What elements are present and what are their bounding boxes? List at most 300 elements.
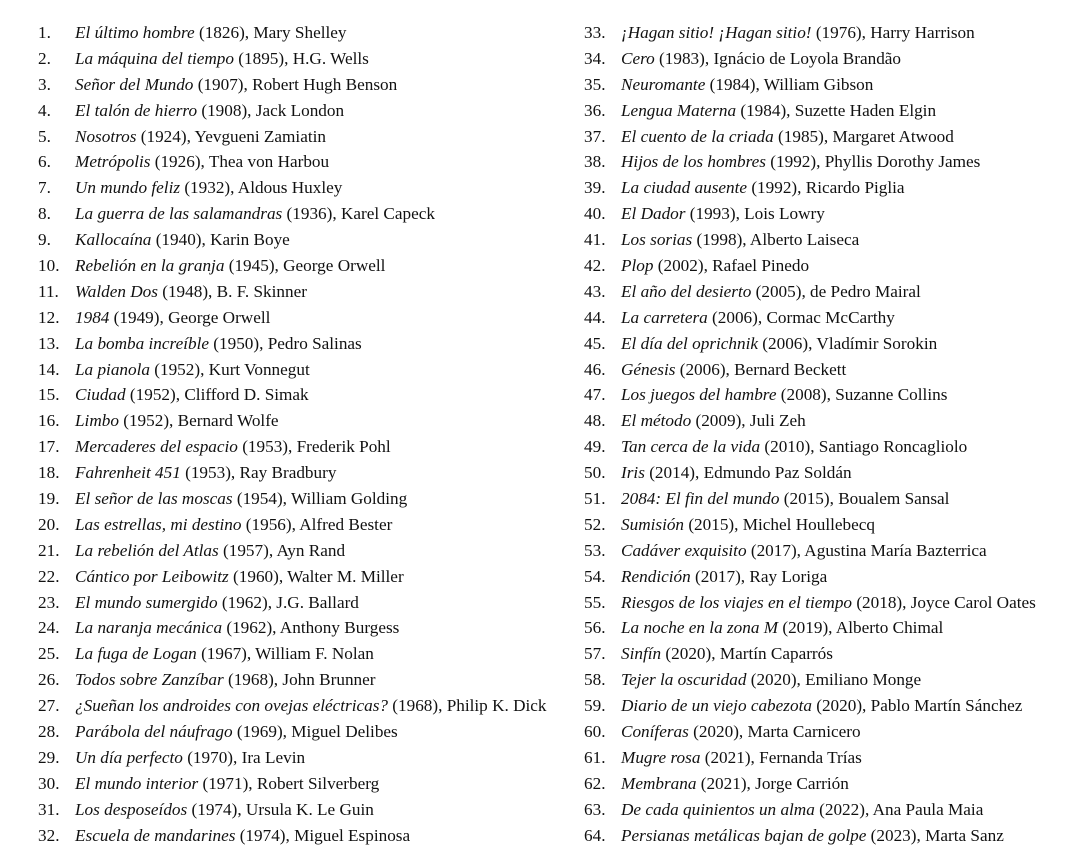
entry-number: 26. bbox=[38, 670, 60, 690]
book-year-author: (2015), Michel Houllebecq bbox=[684, 514, 875, 534]
entry-text bbox=[621, 305, 895, 331]
book-title: ¿Sueñan los androides con ovejas eléctricas? bbox=[75, 696, 388, 716]
entry-number: 4. bbox=[38, 100, 51, 120]
book-entry bbox=[584, 227, 1064, 253]
book-entry bbox=[38, 227, 578, 253]
book-list-right-column bbox=[584, 20, 1064, 849]
entry-number: 41. bbox=[584, 230, 606, 250]
book-title: Cadáver exquisito bbox=[621, 540, 747, 560]
book-entry bbox=[38, 590, 578, 616]
book-year-author: (2021), Fernanda Trías bbox=[700, 747, 862, 767]
entry-number: 25. bbox=[38, 644, 60, 664]
book-entry bbox=[38, 175, 578, 201]
entry-number: 46. bbox=[584, 359, 606, 379]
book-year-author: (2020), Emiliano Monge bbox=[746, 670, 922, 690]
book-year-author: (2010), Santiago Roncagliolo bbox=[760, 437, 968, 457]
entry-text bbox=[621, 771, 849, 797]
entry-number: 8. bbox=[38, 204, 51, 224]
entry-text bbox=[621, 46, 901, 72]
entry-text bbox=[75, 253, 385, 279]
entry-text bbox=[75, 538, 345, 564]
book-title: Membrana bbox=[621, 773, 697, 793]
book-entry bbox=[38, 512, 578, 538]
entry-text bbox=[75, 797, 374, 823]
entry-number: 60. bbox=[584, 722, 606, 742]
entry-number: 9. bbox=[38, 230, 51, 250]
entry-text bbox=[621, 538, 987, 564]
book-entry bbox=[584, 253, 1064, 279]
entry-number: 63. bbox=[584, 799, 606, 819]
entry-text bbox=[75, 771, 379, 797]
book-year-author: (1974), Miguel Espinosa bbox=[235, 825, 411, 845]
entry-text bbox=[75, 124, 326, 150]
book-title: Rebelión en la granja bbox=[75, 256, 225, 276]
book-entry bbox=[584, 486, 1064, 512]
book-entry bbox=[584, 615, 1064, 641]
book-title: El Dador bbox=[621, 204, 686, 224]
book-title: Coníferas bbox=[621, 722, 689, 742]
entry-text bbox=[621, 823, 1004, 849]
entry-text bbox=[75, 201, 435, 227]
entry-text bbox=[621, 72, 873, 98]
entry-number: 64. bbox=[584, 825, 606, 845]
entry-number: 2. bbox=[38, 48, 51, 68]
book-title: Un mundo feliz bbox=[75, 178, 181, 198]
entry-number: 50. bbox=[584, 463, 606, 483]
book-entry bbox=[584, 201, 1064, 227]
entry-text bbox=[621, 331, 937, 357]
entry-text bbox=[621, 124, 954, 150]
book-entry bbox=[584, 564, 1064, 590]
book-title: Parábola del náufrago bbox=[75, 722, 233, 742]
book-title: Fahrenheit 451 bbox=[75, 463, 181, 483]
book-entry bbox=[584, 590, 1064, 616]
entry-number: 59. bbox=[584, 696, 606, 716]
book-title: Neuromante bbox=[621, 74, 706, 94]
entry-number: 56. bbox=[584, 618, 606, 638]
book-year-author: (1950), Pedro Salinas bbox=[208, 333, 362, 353]
entry-number: 55. bbox=[584, 592, 606, 612]
entry-text bbox=[621, 564, 827, 590]
book-year-author: (1968), Philip K. Dick bbox=[387, 696, 547, 716]
book-title: La bomba increíble bbox=[75, 333, 209, 353]
book-year-author: (2019), Alberto Chimal bbox=[778, 618, 944, 638]
book-entry bbox=[38, 124, 578, 150]
book-title: Rendición bbox=[621, 566, 691, 586]
book-entry bbox=[584, 771, 1064, 797]
book-year-author: (1985), Margaret Atwood bbox=[773, 126, 954, 146]
entry-number: 48. bbox=[584, 411, 606, 431]
book-title: Nosotros bbox=[75, 126, 137, 146]
entry-number: 28. bbox=[38, 722, 60, 742]
book-title: Metrópolis bbox=[75, 152, 151, 172]
entry-number: 30. bbox=[38, 773, 60, 793]
book-year-author: (1970), Ira Levin bbox=[182, 747, 306, 767]
entry-text bbox=[621, 486, 949, 512]
book-entry bbox=[584, 175, 1064, 201]
book-entry bbox=[38, 408, 578, 434]
book-title: Los sorias bbox=[621, 230, 693, 250]
entry-text bbox=[75, 331, 362, 357]
book-entry bbox=[38, 382, 578, 408]
entry-number: 19. bbox=[38, 489, 60, 509]
book-entry bbox=[584, 667, 1064, 693]
entry-number: 29. bbox=[38, 747, 60, 767]
book-entry bbox=[38, 460, 578, 486]
entry-number: 62. bbox=[584, 773, 606, 793]
book-title: Limbo bbox=[75, 411, 119, 431]
book-year-author: (1956), Alfred Bester bbox=[241, 514, 393, 534]
book-entry bbox=[584, 797, 1064, 823]
entry-text bbox=[75, 590, 359, 616]
book-title: El método bbox=[621, 411, 692, 431]
entry-number: 57. bbox=[584, 644, 606, 664]
book-entry bbox=[584, 512, 1064, 538]
entry-text bbox=[621, 20, 975, 46]
book-entry bbox=[38, 745, 578, 771]
book-title: La máquina del tiempo bbox=[75, 48, 234, 68]
book-entry bbox=[38, 615, 578, 641]
entry-text bbox=[75, 227, 290, 253]
book-entry bbox=[584, 745, 1064, 771]
book-entry bbox=[38, 253, 578, 279]
book-title: El señor de las moscas bbox=[75, 489, 233, 509]
entry-text bbox=[621, 460, 852, 486]
entry-number: 31. bbox=[38, 799, 60, 819]
book-year-author: (2008), Suzanne Collins bbox=[776, 385, 948, 405]
book-title: La naranja mecánica bbox=[75, 618, 223, 638]
book-entry bbox=[38, 719, 578, 745]
book-title: Los desposeídos bbox=[75, 799, 188, 819]
entry-text bbox=[75, 20, 346, 46]
book-entry bbox=[584, 357, 1064, 383]
entry-text bbox=[75, 460, 336, 486]
book-year-author: (2023), Marta Sanz bbox=[866, 825, 1004, 845]
entry-text bbox=[621, 745, 862, 771]
book-entry bbox=[584, 823, 1064, 849]
book-entry bbox=[38, 72, 578, 98]
book-year-author: (2006), Bernard Beckett bbox=[675, 359, 847, 379]
book-title: De cada quinientos un alma bbox=[621, 799, 815, 819]
book-entry bbox=[584, 46, 1064, 72]
book-title: Tejer la oscuridad bbox=[621, 670, 747, 690]
entry-text bbox=[75, 72, 397, 98]
entry-text bbox=[621, 615, 943, 641]
book-year-author: (1908), Jack London bbox=[197, 100, 345, 120]
book-year-author: (1983), Ignácio de Loyola Brandão bbox=[654, 48, 902, 68]
book-year-author: (1957), Ayn Rand bbox=[218, 540, 346, 560]
entry-number: 61. bbox=[584, 747, 606, 767]
book-entry bbox=[584, 641, 1064, 667]
entry-text bbox=[621, 357, 846, 383]
entry-text bbox=[75, 357, 310, 383]
entry-text bbox=[75, 175, 342, 201]
book-entry bbox=[584, 408, 1064, 434]
entry-text bbox=[621, 641, 833, 667]
book-year-author: (1968), John Brunner bbox=[223, 670, 376, 690]
book-year-author: (1962), J.G. Ballard bbox=[217, 592, 359, 612]
book-year-author: (2015), Boualem Sansal bbox=[779, 489, 950, 509]
book-title: Señor del Mundo bbox=[75, 74, 194, 94]
entry-number: 36. bbox=[584, 100, 606, 120]
book-title: ¡Hagan sitio! ¡Hagan sitio! bbox=[621, 23, 812, 42]
book-entry bbox=[584, 693, 1064, 719]
entry-number: 42. bbox=[584, 256, 606, 276]
book-entry bbox=[584, 279, 1064, 305]
book-entry bbox=[38, 201, 578, 227]
book-year-author: (1940), Karin Boye bbox=[151, 230, 290, 250]
book-title: Sumisión bbox=[621, 514, 685, 534]
book-title: La carretera bbox=[621, 307, 708, 327]
book-entry bbox=[38, 98, 578, 124]
book-year-author: (1984), William Gibson bbox=[705, 74, 874, 94]
book-entry bbox=[584, 20, 1064, 46]
entry-text bbox=[621, 693, 1022, 719]
entry-number: 11. bbox=[38, 281, 59, 301]
entry-text bbox=[75, 279, 307, 305]
entry-number: 38. bbox=[584, 152, 606, 172]
book-title: Tan cerca de la vida bbox=[621, 437, 761, 457]
book-title: Un día perfecto bbox=[75, 747, 183, 767]
entry-text bbox=[75, 46, 369, 72]
book-entry bbox=[38, 305, 578, 331]
entry-number: 23. bbox=[38, 592, 60, 612]
book-title: Lengua Materna bbox=[621, 100, 737, 120]
entry-text bbox=[75, 149, 329, 175]
book-year-author: (1992), Phyllis Dorothy James bbox=[765, 152, 981, 172]
book-year-author: (1826), Mary Shelley bbox=[194, 23, 347, 42]
entry-number: 34. bbox=[584, 48, 606, 68]
book-title: La rebelión del Atlas bbox=[75, 540, 219, 560]
book-entry bbox=[38, 667, 578, 693]
book-year-author: (1924), Yevgueni Zamiatin bbox=[136, 126, 326, 146]
entry-number: 45. bbox=[584, 333, 606, 353]
book-year-author: (2017), Agustina María Bazterrica bbox=[746, 540, 987, 560]
book-entry bbox=[584, 305, 1064, 331]
entry-number: 12. bbox=[38, 307, 60, 327]
entry-number: 35. bbox=[584, 74, 606, 94]
entry-text bbox=[621, 98, 936, 124]
book-year-author: (1945), George Orwell bbox=[224, 256, 386, 276]
entry-number: 3. bbox=[38, 74, 51, 94]
book-title: Iris bbox=[621, 463, 645, 483]
book-title: El mundo sumergido bbox=[75, 592, 218, 612]
entry-text bbox=[75, 434, 391, 460]
book-year-author: (1974), Ursula K. Le Guin bbox=[187, 799, 374, 819]
book-list-left-column bbox=[38, 20, 578, 849]
book-year-author: (1936), Karel Capeck bbox=[282, 204, 435, 224]
entry-text bbox=[75, 564, 404, 590]
book-title: El mundo interior bbox=[75, 773, 199, 793]
entry-number: 7. bbox=[38, 178, 51, 198]
book-title: La pianola bbox=[75, 359, 150, 379]
book-title: Kallocaína bbox=[75, 230, 152, 250]
book-entry bbox=[584, 719, 1064, 745]
book-year-author: (2006), Cormac McCarthy bbox=[707, 307, 895, 327]
entry-number: 20. bbox=[38, 514, 60, 534]
book-entry bbox=[38, 20, 578, 46]
book-year-author: (1960), Walter M. Miller bbox=[228, 566, 404, 586]
book-title: Mercaderes del espacio bbox=[75, 437, 238, 457]
entry-text bbox=[75, 305, 270, 331]
entry-number: 14. bbox=[38, 359, 60, 379]
entry-number: 49. bbox=[584, 437, 606, 457]
entry-text bbox=[75, 823, 410, 849]
book-entry bbox=[38, 693, 578, 719]
book-title: Ciudad bbox=[75, 385, 126, 405]
entry-text bbox=[621, 175, 905, 201]
book-title: Todos sobre Zanzíbar bbox=[75, 670, 224, 690]
book-entry bbox=[584, 382, 1064, 408]
book-title: Sinfín bbox=[621, 644, 662, 664]
book-entry bbox=[584, 460, 1064, 486]
entry-number: 22. bbox=[38, 566, 60, 586]
book-title: Diario de un viejo cabezota bbox=[621, 696, 812, 716]
entry-number: 27. bbox=[38, 696, 60, 716]
book-title: La fuga de Logan bbox=[75, 644, 197, 664]
book-title: Cántico por Leibowitz bbox=[75, 566, 229, 586]
entry-number: 16. bbox=[38, 411, 60, 431]
entry-text bbox=[621, 149, 980, 175]
book-entry bbox=[584, 434, 1064, 460]
entry-number: 37. bbox=[584, 126, 606, 146]
book-title: Walden Dos bbox=[75, 281, 158, 301]
entry-text bbox=[621, 667, 921, 693]
book-title: Los juegos del hambre bbox=[621, 385, 777, 405]
book-year-author: (1949), George Orwell bbox=[109, 307, 271, 327]
book-entry bbox=[38, 434, 578, 460]
entry-text bbox=[621, 434, 967, 460]
book-title: Riesgos de los viajes en el tiempo bbox=[621, 592, 853, 612]
book-year-author: (1932), Aldous Huxley bbox=[180, 178, 343, 198]
entry-number: 18. bbox=[38, 463, 60, 483]
entry-text bbox=[75, 745, 305, 771]
entry-text bbox=[75, 641, 374, 667]
book-entry bbox=[38, 46, 578, 72]
entry-number: 51. bbox=[584, 489, 606, 509]
book-title: Las estrellas, mi destino bbox=[75, 514, 242, 534]
entry-text bbox=[75, 512, 392, 538]
entry-number: 43. bbox=[584, 281, 606, 301]
entry-number: 5. bbox=[38, 126, 51, 146]
book-entry bbox=[38, 797, 578, 823]
book-entry bbox=[584, 331, 1064, 357]
book-entry bbox=[584, 72, 1064, 98]
entry-number: 6. bbox=[38, 152, 51, 172]
entry-text bbox=[621, 719, 861, 745]
book-year-author: (1953), Ray Bradbury bbox=[180, 463, 337, 483]
entry-text bbox=[75, 408, 279, 434]
entry-number: 44. bbox=[584, 307, 606, 327]
book-year-author: (2022), Ana Paula Maia bbox=[814, 799, 984, 819]
entry-text bbox=[75, 486, 407, 512]
book-year-author: (1953), Frederik Pohl bbox=[237, 437, 391, 457]
entry-text bbox=[621, 279, 921, 305]
entry-text bbox=[621, 590, 1036, 616]
book-year-author: (1926), Thea von Harbou bbox=[150, 152, 330, 172]
book-year-author: (1952), Bernard Wolfe bbox=[118, 411, 279, 431]
book-entry bbox=[38, 538, 578, 564]
book-entry bbox=[38, 823, 578, 849]
book-title: El año del desierto bbox=[621, 281, 752, 301]
entry-text bbox=[75, 693, 546, 719]
entry-number: 53. bbox=[584, 540, 606, 560]
entry-number: 24. bbox=[38, 618, 60, 638]
entry-number: 10. bbox=[38, 256, 60, 276]
entry-number: 21. bbox=[38, 540, 60, 560]
book-title: Plop bbox=[621, 256, 654, 276]
book-year-author: (1962), Anthony Burgess bbox=[222, 618, 400, 638]
book-entry bbox=[584, 538, 1064, 564]
entry-number: 47. bbox=[584, 385, 606, 405]
entry-number: 58. bbox=[584, 670, 606, 690]
entry-number: 39. bbox=[584, 178, 606, 198]
entry-text bbox=[621, 512, 875, 538]
book-year-author: (2020), Marta Carnicero bbox=[688, 722, 861, 742]
book-year-author: (2002), Rafael Pinedo bbox=[653, 256, 810, 276]
book-title: El último hombre bbox=[75, 23, 195, 42]
book-year-author: (1952), Clifford D. Simak bbox=[125, 385, 309, 405]
book-year-author: (1992), Ricardo Piglia bbox=[747, 178, 905, 198]
entry-number: 54. bbox=[584, 566, 606, 586]
book-year-author: (1954), William Golding bbox=[232, 489, 408, 509]
entry-text bbox=[621, 408, 806, 434]
book-title: Cero bbox=[621, 48, 655, 68]
entry-number: 33. bbox=[584, 23, 606, 42]
book-year-author: (2009), Juli Zeh bbox=[691, 411, 806, 431]
book-title: La ciudad ausente bbox=[621, 178, 748, 198]
book-entry bbox=[38, 564, 578, 590]
book-title: Escuela de mandarines bbox=[75, 825, 236, 845]
book-entry bbox=[38, 149, 578, 175]
entry-number: 17. bbox=[38, 437, 60, 457]
book-title: El cuento de la criada bbox=[621, 126, 774, 146]
entry-number: 40. bbox=[584, 204, 606, 224]
book-year-author: (1984), Suzette Haden Elgin bbox=[736, 100, 937, 120]
entry-number: 1. bbox=[38, 23, 51, 42]
book-title: 1984 bbox=[75, 307, 110, 327]
book-year-author: (1952), Kurt Vonnegut bbox=[149, 359, 310, 379]
book-entry bbox=[38, 771, 578, 797]
book-year-author: (1967), William F. Nolan bbox=[196, 644, 374, 664]
book-year-author: (1976), Harry Harrison bbox=[811, 23, 975, 42]
entry-number: 32. bbox=[38, 825, 60, 845]
book-year-author: (1998), Alberto Laiseca bbox=[692, 230, 860, 250]
book-entry bbox=[38, 357, 578, 383]
entry-text bbox=[621, 382, 947, 408]
entry-text bbox=[621, 797, 983, 823]
book-title: 2084: El fin del mundo bbox=[621, 489, 780, 509]
entry-number: 13. bbox=[38, 333, 60, 353]
book-year-author: (2020), Pablo Martín Sánchez bbox=[811, 696, 1023, 716]
book-entry bbox=[584, 98, 1064, 124]
book-entry bbox=[38, 486, 578, 512]
book-title: El talón de hierro bbox=[75, 100, 198, 120]
book-title: La guerra de las salamandras bbox=[75, 204, 283, 224]
book-title: Persianas metálicas bajan de golpe bbox=[621, 825, 867, 845]
book-year-author: (2005), de Pedro Mairal bbox=[751, 281, 921, 301]
entry-text bbox=[621, 253, 809, 279]
book-year-author: (1969), Miguel Delibes bbox=[232, 722, 398, 742]
entry-text bbox=[75, 719, 398, 745]
entry-text bbox=[621, 201, 825, 227]
book-year-author: (2017), Ray Loriga bbox=[690, 566, 828, 586]
entry-number: 15. bbox=[38, 385, 60, 405]
book-year-author: (2014), Edmundo Paz Soldán bbox=[644, 463, 852, 483]
entry-text bbox=[75, 667, 376, 693]
book-entry bbox=[584, 124, 1064, 150]
book-year-author: (1948), B. F. Skinner bbox=[157, 281, 307, 301]
